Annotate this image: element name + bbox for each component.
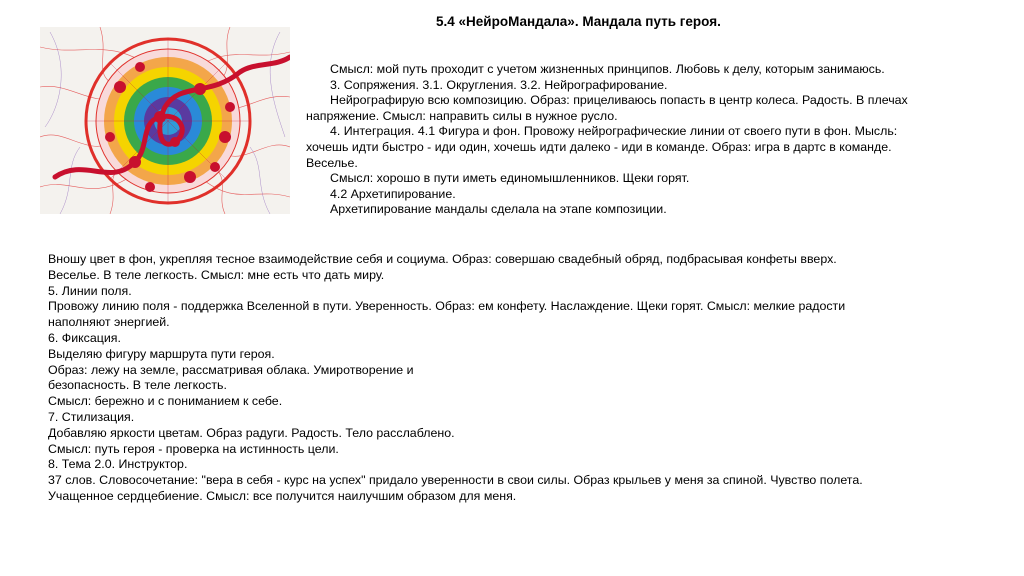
bottom-text-line: Выделяю фигуру маршрута пути героя. [48, 346, 275, 361]
right-paragraph-line: Смысл: хорошо в пути иметь единомышленников. Щеки горят. [330, 171, 690, 186]
bottom-text-line: Веселье. В теле легкость. Смысл: мне есть что дать миру. [48, 267, 385, 282]
bottom-text-line: Смысл: путь героя - проверка на истинность цели. [48, 441, 339, 456]
bottom-text-block [48, 252, 1008, 505]
right-paragraph-line: 3. Сопряжения. 3.1. Округления. 3.2. Нейрографирование. [330, 77, 668, 92]
bottom-text-line: Учащенное сердцебиение. Смысл: все получится наилучшим образом для меня. [48, 488, 517, 503]
right-paragraph-line: Смысл: мой путь проходит с учетом жизненных принципов. Любовь к делу, которым занимаюсь. [330, 62, 885, 76]
right-paragraph-line: хочешь идти быстро - иди один, хочешь идти далеко - иди в команде. Образ: игра в дартс в команде. [306, 139, 892, 154]
bottom-text-line: 8. Тема 2.0. Инструктор. [48, 457, 188, 472]
bottom-text-line: безопасность. В теле легкость. [48, 378, 227, 393]
right-paragraph-line: 4. Интеграция. 4.1 Фигура и фон. Провожу нейрографические линии от своего пути в фон. Мысль: [330, 124, 898, 139]
bottom-text-line: 5. Линии поля. [48, 283, 132, 298]
right-paragraph-line: напряжение. Смысл: направить силы в нужное русло. [306, 108, 618, 123]
right-paragraph-line: Веселье. [306, 155, 358, 170]
bottom-text-line: Добавляю яркости цветам. Образ радуги. Радость. Тело расслаблено. [48, 425, 455, 440]
slide-title: 5.4 «НейроМандала». Мандала путь героя. [436, 14, 721, 29]
bottom-text-line: наполняют энергией. [48, 315, 170, 330]
bottom-text-line: Смысл: бережно и с пониманием к себе. [48, 394, 283, 409]
right-text-block [306, 62, 1006, 218]
mandala-drawing-icon [40, 27, 290, 214]
bottom-text-line: 6. Фиксация. [48, 330, 121, 345]
right-paragraph-line: Нейрографирую всю композицию. Образ: прицеливаюсь попасть в центр колеса. Радость. В плечах [330, 93, 908, 108]
bottom-text-line: 37 слов. Словосочетание: "вера в себя - курс на успех" придало уверенности в свои силы. Образ крыльев у меня за спиной. Чувство полета. [48, 473, 863, 488]
mandala-image [40, 27, 290, 214]
bottom-text-line: 7. Стилизация. [48, 409, 135, 424]
right-paragraph-line: 4.2 Архетипирование. [330, 186, 456, 201]
right-paragraph-line: Архетипирование мандалы сделала на этапе композиции. [330, 202, 667, 217]
bottom-text-line: Образ: лежу на земле, рассматривая облака. Умиротворение и [48, 362, 414, 377]
bottom-text-line: Вношу цвет в фон, укрепляя тесное взаимодействие себя и социума. Образ: совершаю свадебный обряд, подбрасывая конфеты вверх. [48, 252, 837, 266]
bottom-text-line: Провожу линию поля - поддержка Вселенной в пути. Уверенность. Образ: ем конфету. Наслаждение. Щеки горят. Смысл: мелкие радости [48, 299, 846, 314]
